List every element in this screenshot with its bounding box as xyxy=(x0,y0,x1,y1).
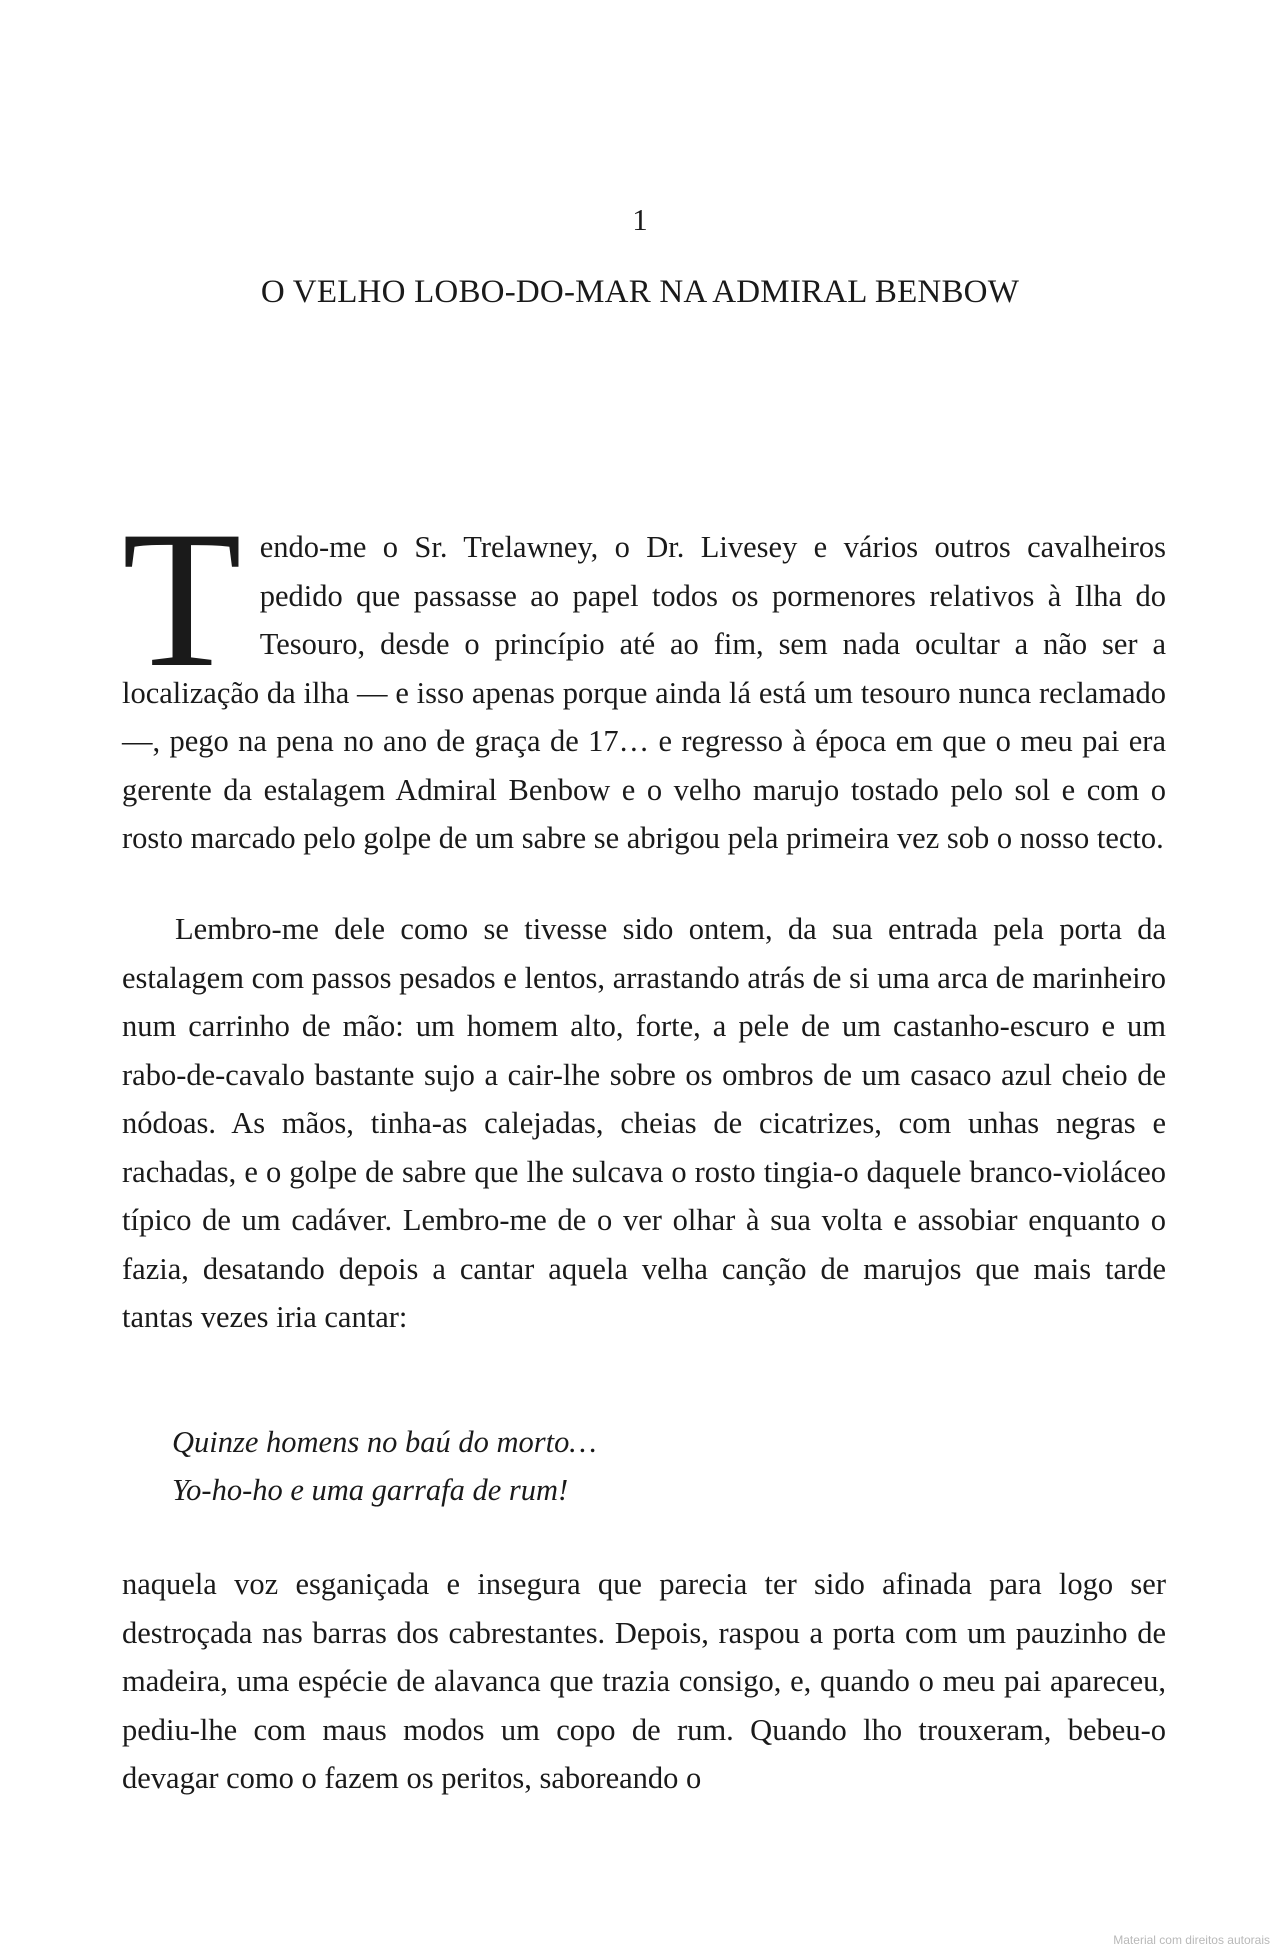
paragraph-opening-text: endo-me o Sr. Trelawney, o Dr. Livesey e vários outros cavalheiros pedido que passasse ao papel todos os pormenores relativos à Ilha do Tesouro, desde o princípio até ao fim, sem nada ocultar a não ser a localização da ilha — e isso apenas porque ainda lá está um tesouro nunca reclamado —, pego na pena no ano de graça de 17… e regresso à época em que o meu pai era gerente da estalagem Admiral Benbow e o velho marujo tostado pelo sol e com o rosto marcado pelo golpe de um sabre se abrigou pela primeira vez sob o nosso tecto. xyxy=(122,530,1166,855)
verse-line-1: Quinze homens no baú do morto… xyxy=(172,1425,597,1459)
paragraph-third xyxy=(122,1560,1166,1803)
chapter-number: 1 xyxy=(632,202,648,237)
paragraph-third-text: naquela voz esganiçada e insegura que parecia ter sido afinada para logo ser destroçada nas barras dos cabrestantes. Depois, raspou a porta com um pauzinho de madeira, uma espécie de alavanca que trazia consigo, e, quando o meu pai apareceu, pediu-lhe com maus modos um copo de rum. Quando lho trouxeram, bebeu-o devagar como o fazem os peritos, saboreando o xyxy=(122,1567,1166,1795)
chapter-title: O VELHO LOBO-DO-MAR NA ADMIRAL BENBOW xyxy=(260,274,1020,310)
song-verse xyxy=(172,1418,1072,1514)
verse-line-2: Yo-ho-ho e uma garrafa de rum! xyxy=(172,1473,569,1507)
paragraph-second xyxy=(122,905,1166,1342)
drop-cap: T xyxy=(122,491,242,708)
copyright-watermark: Material com direitos autorais xyxy=(1113,1933,1270,1947)
paragraph-opening xyxy=(122,491,1166,863)
paragraph-second-text: Lembro-me dele como se tivesse sido ontem, da sua entrada pela porta da estalagem com passos pesados e lentos, arrastando atrás de si uma arca de marinheiro num carrinho de mão: um homem alto, forte, a pele de um castanho-escuro e um rabo-de-cavalo bastante sujo a cair-lhe sobre os ombros de um casaco azul cheio de nódoas. As mãos, tinha-as calejadas, cheias de cicatrizes, com unhas negras e rachadas, e o golpe de sabre que lhe sulcava o rosto tingia-o daquele branco-violáceo típico de um cadáver. Lembro-me de o ver olhar à sua volta e assobiar enquanto o fazia, desatando depois a cantar aquela velha canção de marujos que mais tarde tantas vezes iria cantar: xyxy=(122,912,1166,1334)
